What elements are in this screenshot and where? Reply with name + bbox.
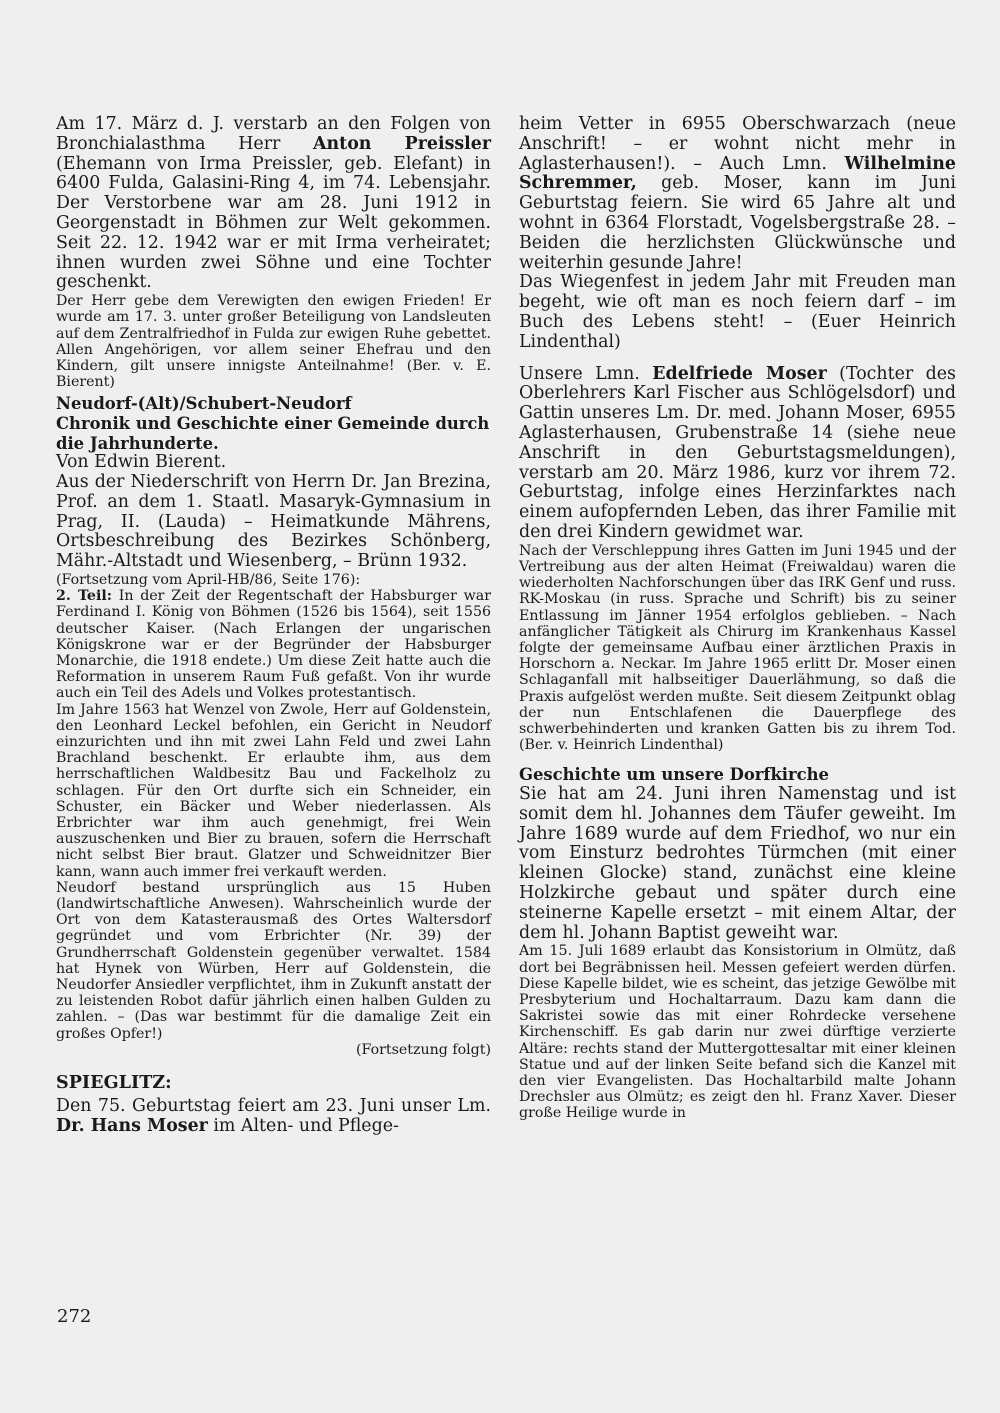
page-number: 272 (57, 1306, 92, 1327)
neudorf-heading: Neudorf-(Alt)/Schubert-Neudorf Chronik und Geschichte einer Gemeinde durch die Jahrhunderte. (56, 394, 490, 453)
dorfkirche-detail: Am 15. Juli 1689 erlaubt das Konsistorium in Olmütz, daß dort bei Begräbnissen heil. Messen gefeiert werden dürfen. Diese Kapelle bildet, wie es scheint, das jetzige Gewölbe mit Presbyterium und Hochaltarraum. Dazu kam dann die Sakristei sowie das mit einer Rohrdecke versehene Kirchenschiff. Es gab darin nur zwei dürftige verzierte Altäre: rechts stand der Muttergottesaltar mit einer kleinen Statue und auf der linken Seite befand sich die Kanzel mit den vier Evangelisten. Das Hochaltarbild malte Johann Drechsler aus Olmütz; es zeigt den hl. Franz Xaver. Dieser große Heilige wurde in (519, 943, 956, 1122)
name-wilhelmine-schremmer: Wilhelmine Schremmer, (519, 153, 956, 194)
obituary-moser: Unsere Lmn. Edelfriede Moser (Tochter des Oberlehrers Karl Fischer aus Schlögelsdorf) und Gattin unseres Lm. Dr. med. Johann Moser, 6955 Aglasterhausen, Grubenstraße 14 (siehe neue Anschrift in den Geburtstagsmeldungen), verstarb am 20. März 1986, kurz vor ihrem 72. Geburtstag, infolge eines Herzinfarktes nach einem aufopfernden Leben, das ihrer Familie mit den drei Kindern gewidmet war. (519, 363, 956, 542)
dorfkirche-heading: Geschichte um unsere Dorfkirche (519, 765, 829, 785)
paragraph-huben: Neudorf bestand ursprünglich aus 15 Huben (landwirtschaftliche Anwesen). Wahrscheinlich wurde der Ort von dem Katasterausmaß des Ortes Waltersdorf gegründet und vom Erbrichter (Nr. 39) der Grundherrschaft Goldenstein gegenüber verwaltet. 1584 hat Hynek von Würben, Herr auf Goldenstein, die Neudorfer Ansiedler verpflichtet, ihm in Zukunft anstatt der zu leistenden Robot dafür jährlich einen halben Gulden zu zahlen. – (Das war bestimmt für die damalige Zeit ein großes Opfer!) (56, 879, 491, 1042)
spieglitz-heading: SPIEGLITZ: (56, 1072, 172, 1094)
obituary-preissler: Am 17. März d. J. verstarb an den Folgen von Bronchialasthma Herr Anton Preissler (Ehemann von Irma Preissler, geb. Elefant) in 6400 Fulda, Galasini-Ring 4, im 74. Lebensjahr. Der Verstorbene war am 28. Juni 1912 in Georgenstadt in Böhmen zur Welt gekommen. Seit 22. 12. 1942 war er mit Irma verheiratet; ihnen wurden zwei Söhne und eine Tochter geschenkt. (56, 114, 491, 293)
name-edelfriede-moser: Edelfriede Moser (652, 363, 827, 384)
name-hans-moser: Dr. Hans Moser (56, 1115, 208, 1136)
right-column (519, 115, 956, 1122)
spieglitz-paragraph: Den 75. Geburtstag feiert am 23. Juni unser Lm. Dr. Hans Moser im Alten- und Pflege- (56, 1096, 491, 1136)
obituary-preissler-note: Der Herr gebe dem Verewigten den ewigen Frieden! Er wurde am 17. 3. unter großer Beteiligung von Landsleuten auf dem Zentralfriedhof in Fulda zur ewigen Ruhe gebettet. Allen Angehörigen, vor allem seiner Ehefrau und den Kindern, gilt unsere innigste Anteilnahme! (Ber. v. E. Bierent) (56, 293, 491, 391)
birthday-continuation: heim Vetter in 6955 Oberschwarzach (neue Anschrift! – er wohnt nicht mehr in Aglasterhausen!). – Auch Lmn. Wilhelmine Schremmer, geb. Moser, kann im Juni Geburtstag feiern. Sie wird 65 Jahre alt und wohnt in 6364 Florstadt, Vogelsbergstraße 28. – Beiden die herzlichsten Glückwünsche und weiterhin gesunde Jahre! (519, 114, 956, 273)
source-paragraph: Aus der Niederschrift von Herrn Dr. Jan Brezina, Prof. an dem 1. Staatl. Masaryk-Gymnasium in Prag, II. (Lauda) – Heimatkunde Mährens, Ortsbeschreibung des Bezirkes Schönberg, Mähr.-Altstadt und Wiesenberg, – Brünn 1932. (56, 471, 491, 572)
name-anton-preissler: Anton Preissler (313, 133, 491, 154)
dorfkirche-intro: Sie hat am 24. Juni ihren Namenstag und ist somit dem hl. Johannes dem Täufer geweiht. Im Jahre 1689 wurde auf dem Friedhof, wo nur ein vom Einsturz bedrohtes Türmchen (mit einer kleinen Glocke) stand, zunächst eine kleine Holzkirche gebaut und später durch eine steinerne Kapelle ersetzt – mit einem Altar, der dem hl. Johann Baptist geweiht war. (519, 783, 956, 943)
continuation-note: (Fortsetzung vom April-HB/86, Seite 176): (56, 571, 361, 588)
fortsetzung-folgt: (Fortsetzung folgt) (356, 1041, 491, 1058)
paragraph-1563: Im Jahre 1563 hat Wenzel von Zwole, Herr auf Goldenstein, den Leonhard Leckel befohlen, ein Gericht in Neudorf einzurichten und ihn mit zwei Lahn Feld und zwei Lahn Brachland beschenkt. Er erlaubte ihm, aus dem herrschaftlichen Waldbesitz Bau und Fackelholz zu schlagen. Für den Ort durfte sich ein Schneider, ein Schuster, ein Bäcker und Weber niederlassen. Als Erbrichter war ihm auch genehmigt, frei Wein auszuschenken und Bier zu brauen, sofern die Herrschaft nicht selbst Bier braut. Glatzer und Schweidnitzer Bier kann, wann auch immer frei verkauft werden. (56, 701, 491, 880)
birthday-poem: Das Wiegenfest in jedem Jahr mit Freuden man begeht, wie oft man es noch feiern darf – im Buch des Lebens steht! – (Euer Heinrich Lindenthal) (519, 272, 956, 352)
left-column (56, 115, 491, 1137)
obituary-moser-detail: Nach der Verschleppung ihres Gatten im Juni 1945 und der Vertreibung aus der alten Heimat (Freiwaldau) waren die wiederholten Nachforschungen über das IRK Genf und russ. RK-Moskau (in russ. Sprache und Schrift) bis zu seiner Entlassung im Jänner 1954 erfolglos geblieben. – Nach anfänglicher Tätigkeit als Chirurg im Krankenhaus Kassel folgte der gemeinsame Aufbau einer ärztlichen Praxis in Horschorn a. Neckar. Im Jahre 1965 erlitt Dr. Moser einen Schlaganfall mit halbseitiger Dauerlähmung, so daß die Praxis aufgelöst werden mußte. Seit diesem Zeitpunkt oblag der nun Entschlafenen die Dauerpflege des schwerbehinderten und kranken Gatten bis zu ihrem Tod. (Ber. v. Heinrich Lindenthal) (519, 542, 956, 754)
author-line: Von Edwin Bierent. (56, 452, 227, 473)
teil-paragraph: 2. Teil: In der Zeit der Regentschaft der Habsburger war Ferdinand I. König von Böhmen (1526 bis 1564), seit 1556 deutscher Kaiser. (Nach Erlangen der ungarischen Königskrone war er der Begründer der Habsburger Monarchie, die 1918 endete.) Um diese Zeit hatte auch die Reformation in unserem Raum Fuß gefaßt. Von ihr wurde auch ein Teil des Adels und Volkes protestantisch. (56, 588, 491, 702)
